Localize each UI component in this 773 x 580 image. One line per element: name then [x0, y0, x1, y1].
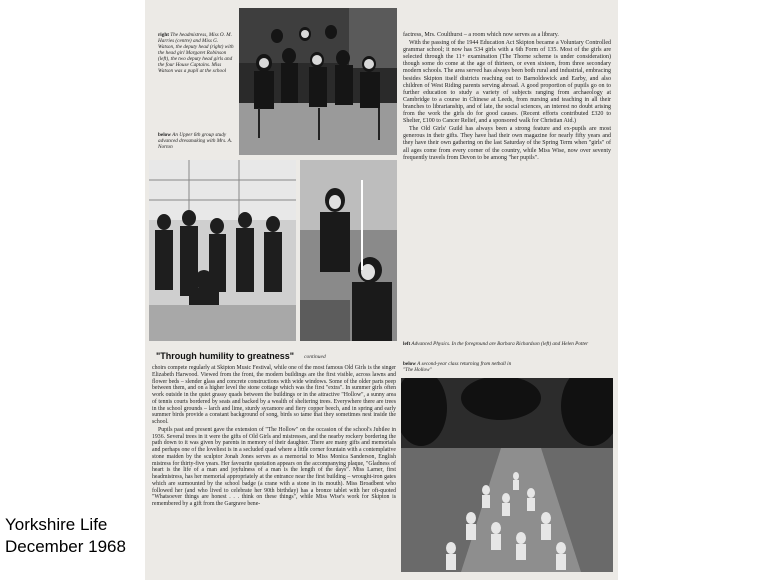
photo-dressmaking [149, 160, 296, 341]
caption-below-text: An Upper 6th group study advanced dressmaking with Mrs. A. Norton [158, 132, 233, 150]
caption-left-label: left [403, 341, 411, 347]
caption-below2 [403, 361, 513, 373]
bottom-para-2: Pupils past and present gave the extension of "The Hollow" on the occasion of the school's Jubilee in 1936. Several trees in it were the gifts of Old Girls and mistresses, and the nearby rockery bordering the path down to it was given by parents in memory of their daughter. There are many gifts and memorials and perhaps one of the loveliest is in a secluded quad where a little corner fountain with a contemplative stone maiden by the sculptor Jonah Jones serves as a memorial to Miss Monica Sanderson, English mistress for thirty-five years. Her favourite quotation appears on the accompanying plaque, "Gladness of heart is the life of a man and joyfulness of a man is the length of the days". Miss Larner, first headmistress, has her memorial appropriately at the entrance near the first building – wrought-iron gates which are surmounted by the school badge (a crane with a stone in its mouth). Miss Broadbent who followed her (and who lived to celebrate her 90th birthday) has a bronze tablet with her oft-quoted "Whatsoever things are honest . . . think on these things", while Miss Wise's work for Skipton is remembered by a gift from the Gargrave bene- [152, 426, 396, 507]
caption-below [158, 132, 234, 150]
continued-label: continued [304, 354, 326, 360]
source-label [5, 514, 126, 558]
caption-top-text: The headmistress, Miss O. M. Harries (centre) and Miss G. Watson, the deputy head (right) with the head girl Margaret Robinson (left), the two deputy head girls and the four House Captains. Miss Watson was a pupil at the school [158, 32, 234, 74]
photo-netball-class [401, 378, 613, 572]
article-heading: "Through humility to greatness" [156, 351, 295, 361]
caption-below2-label: below [403, 361, 416, 367]
caption-below2-text: A second-year class returning from netball in "The Hollow" [403, 361, 512, 373]
photo-staff-group [239, 8, 397, 155]
caption-below-label: below [158, 132, 171, 138]
right-para-2: With the passing of the 1944 Education Act Skipton became a Voluntary Controlled grammar school; it now has 534 girls with a 6th Form of 135. Most of the girls are selected through the 11+ examination (The Thorne scheme is under consideration) though some do come at the age of thirteen, or even sixteen, from three secondary modern schools. The area served has always been both rural and industrial, embracing besides Skipton itself districts reaching out to Barnoldswick and Earby, and also children of West Riding parents serving abroad. A good proportion of pupils go on to further education to study a variety of subjects ranging from archaeology at Cambridge to a course in Chinese at Leeds, from nursing and teaching in all their branches to librarianship, and of late, the social sciences, an interest no doubt arising from the work the girls do for good causes. (Recent efforts contributed £320 to Shelter, £100 to Cancer Relief, and a sponsored walk for Christian Aid.) [403, 40, 611, 125]
source-date: December 1968 [5, 537, 126, 556]
caption-top [158, 32, 234, 74]
bottom-column-text [152, 365, 396, 509]
caption-left [403, 341, 611, 347]
caption-top-label: right [158, 32, 169, 38]
right-para-3: The Old Girls' Guild has always been a strong feature and ex-pupils are most generous in their gifts. They have had their own magazine for nearly fifty years and they have their own gathering on the last Saturday of the Spring Term when "girls" of all ages come from every corner of the country, while Miss Wise, now over seventy frequently travels from Devon to be among "her pupils". [403, 126, 611, 161]
photo-physics [300, 160, 397, 341]
source-publication: Yorkshire Life [5, 515, 108, 534]
caption-left-text: Advanced Physics. In the foreground are Barbara Richardson (left) and Helen Potter [411, 341, 589, 347]
right-para-1: factress, Mrs. Coulthurst – a room which now serves as a library. [403, 32, 559, 38]
bottom-para-1: choirs compete regularly at Skipton Music Festival, while one of the most famous Old Girls is the singer Elizabeth Harwood. Viewed from the front, the modern buildings are the first visible, across lawns and flower beds – slender glass and concrete constructions with wide windows. Some of the older parts peep between them, and on a higher level the stone cottage which was the first "extra". In summer girls often work outside in the quiet grassy quads between the buildings or in the attractive "Hollow", a sunny area of tennis courts bordered by seats and backed by a wealth of sheltering trees. Everywhere there are trees in the school grounds – larch and lime, sturdy sycamore and fiery copper beech, and in spring and early summer birds provide a constant background of song, birds so tame that they sometimes nest inside the school. [152, 365, 396, 425]
right-column-text [403, 32, 611, 163]
